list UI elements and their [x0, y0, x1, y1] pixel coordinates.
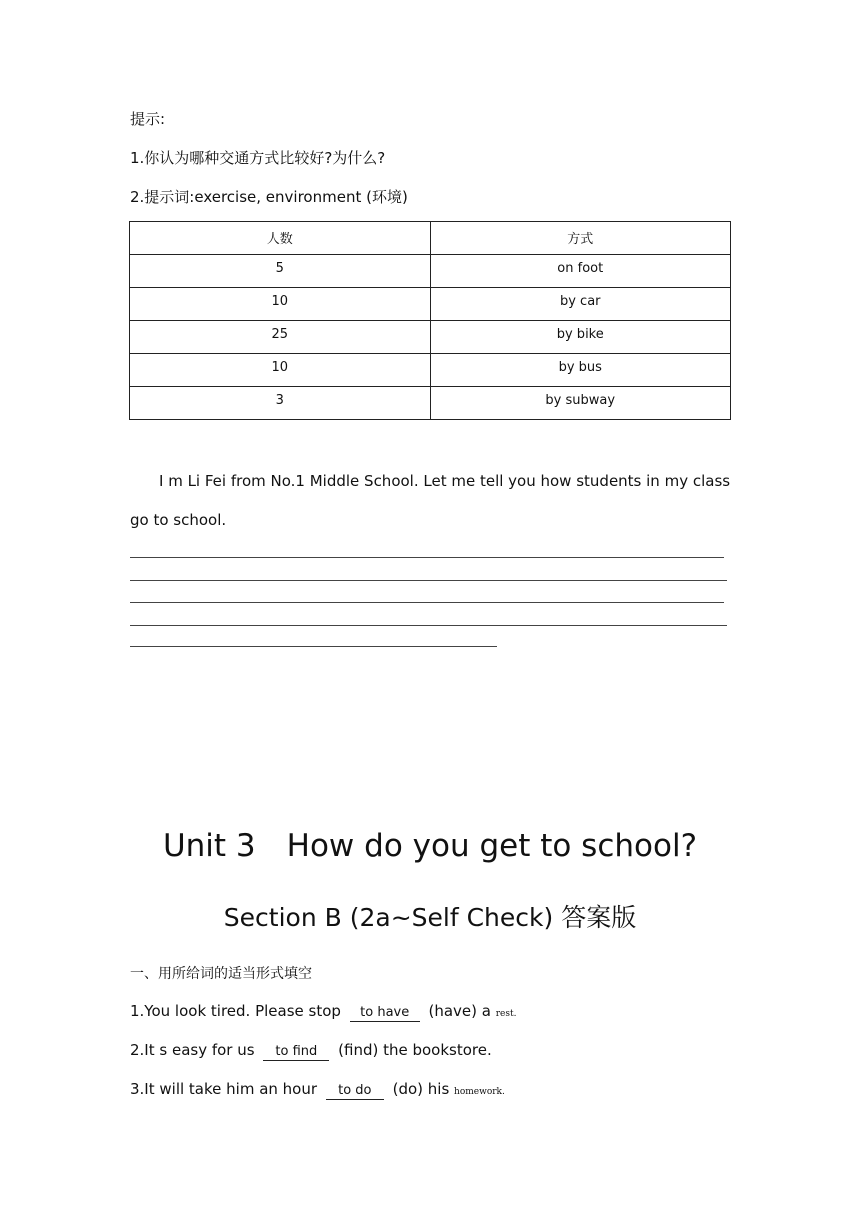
answer-blank: to find [263, 1044, 329, 1061]
hint-label: 提示: [130, 110, 166, 128]
essay-text: I m Li Fei from No.1 Middle School. Let me tell you how students in my class go to school. [130, 472, 731, 529]
table-cell-count: 5 [130, 255, 431, 288]
question-3 [130, 1080, 505, 1100]
unit-title: Unit 3 How do you get to school? [162, 828, 698, 864]
table-cell-count: 25 [130, 321, 431, 354]
essay-opening [130, 462, 736, 540]
question-tail: homework. [454, 1087, 505, 1097]
question-2 [130, 1041, 492, 1061]
question-1 [130, 1002, 516, 1022]
table-header-cell: 方式 [430, 222, 731, 255]
section-title: Section B (2a~Self Check) 答案版 [223, 903, 637, 932]
hint-item-1: 1.你认为哪种交通方式比较好?为什么? [130, 149, 386, 167]
transport-survey-table [129, 221, 731, 420]
hint-item-2: 2.提示词:exercise, environment (环境) [130, 188, 408, 206]
writing-line [130, 625, 727, 626]
writing-line [130, 602, 724, 603]
table-cell-count: 3 [130, 387, 431, 420]
table-row [130, 354, 731, 387]
table-cell-count: 10 [130, 354, 431, 387]
table-header-cell: 人数 [130, 222, 431, 255]
question-text: 1.You look tired. Please stop [130, 1002, 341, 1020]
question-text: (have) a [428, 1002, 491, 1020]
writing-line [130, 580, 727, 581]
question-text: 2.It s easy for us [130, 1041, 255, 1059]
table-row [130, 255, 731, 288]
answer-blank: to do [326, 1083, 384, 1100]
table-cell-mode: on foot [430, 255, 731, 288]
table-cell-count: 10 [130, 288, 431, 321]
table-cell-mode: by car [430, 288, 731, 321]
table-cell-mode: by subway [430, 387, 731, 420]
table-cell-mode: by bus [430, 354, 731, 387]
table-row [130, 387, 731, 420]
table-row [130, 288, 731, 321]
answer-blank: to have [350, 1005, 420, 1022]
question-text: 3.It will take him an hour [130, 1080, 318, 1098]
writing-line [130, 557, 724, 558]
table-row [130, 321, 731, 354]
question-tail: rest. [495, 1009, 517, 1019]
exercise-heading: 一、用所给词的适当形式填空 [130, 966, 312, 982]
question-text: (do) his [392, 1080, 450, 1098]
table-cell-mode: by bike [430, 321, 731, 354]
question-text: (find) the bookstore. [338, 1041, 492, 1059]
writing-line [130, 646, 497, 647]
table-header-row [130, 222, 731, 255]
